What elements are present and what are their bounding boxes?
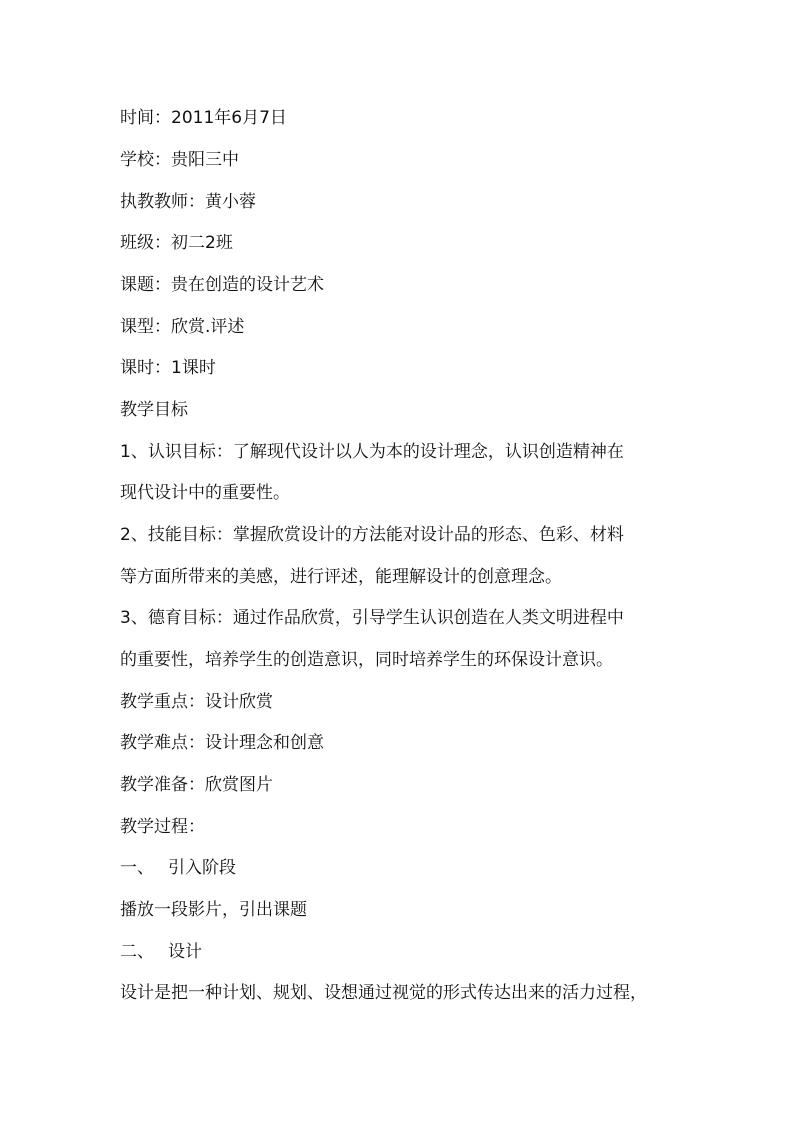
- objective-item-3-line-2: 的重要性，培养学生的创造意识，同时培养学生的环保设计意识。: [120, 650, 613, 670]
- difficult-point: 教学难点：设计理念和创意: [120, 733, 324, 753]
- process-step-2-number: 二、: [120, 942, 154, 962]
- process-step-1-number: 一、: [120, 858, 154, 878]
- teaching-preparation: 教学准备：欣赏图片: [120, 775, 273, 795]
- meta-topic: 课题：贵在创造的设计艺术: [120, 275, 324, 295]
- objective-item-3-line-1: 3、德育目标：通过作品欣赏，引导学生认识创造在人类文明进程中: [120, 608, 624, 628]
- objective-item-2-line-1: 2、技能目标：掌握欣赏设计的方法能对设计品的形态、色彩、材料: [120, 525, 624, 545]
- meta-type: 课型：欣赏.评述: [120, 317, 245, 337]
- objective-item-1-line-2: 现代设计中的重要性。: [120, 483, 290, 503]
- process-step-1-title: 引入阶段: [168, 858, 236, 878]
- meta-time: 时间：2011年6月7日: [120, 108, 287, 128]
- process-heading: 教学过程：: [120, 817, 205, 837]
- meta-school: 学校：贵阳三中: [120, 150, 239, 170]
- process-step-2-content: 设计是把一种计划、规划、设想通过视觉的形式传达出来的活力过程，: [120, 983, 647, 1003]
- objective-item-1-line-1: 1、认识目标：了解现代设计以人为本的设计理念，认识创造精神在: [120, 442, 624, 462]
- process-step-2-title: 设计: [168, 942, 202, 962]
- meta-teacher: 执教教师：黄小蓉: [120, 192, 256, 212]
- objective-item-2-line-2: 等方面所带来的美感，进行评述，能理解设计的创意理念。: [120, 567, 562, 587]
- key-point: 教学重点：设计欣赏: [120, 692, 273, 712]
- objectives-heading: 教学目标: [120, 400, 188, 420]
- meta-class: 班级：初二2班: [120, 233, 233, 253]
- process-step-1-content: 播放一段影片，引出课题: [120, 900, 307, 920]
- meta-hours: 课时：1课时: [120, 358, 216, 378]
- process-step-2: [120, 937, 680, 967]
- process-step-1: [120, 853, 680, 883]
